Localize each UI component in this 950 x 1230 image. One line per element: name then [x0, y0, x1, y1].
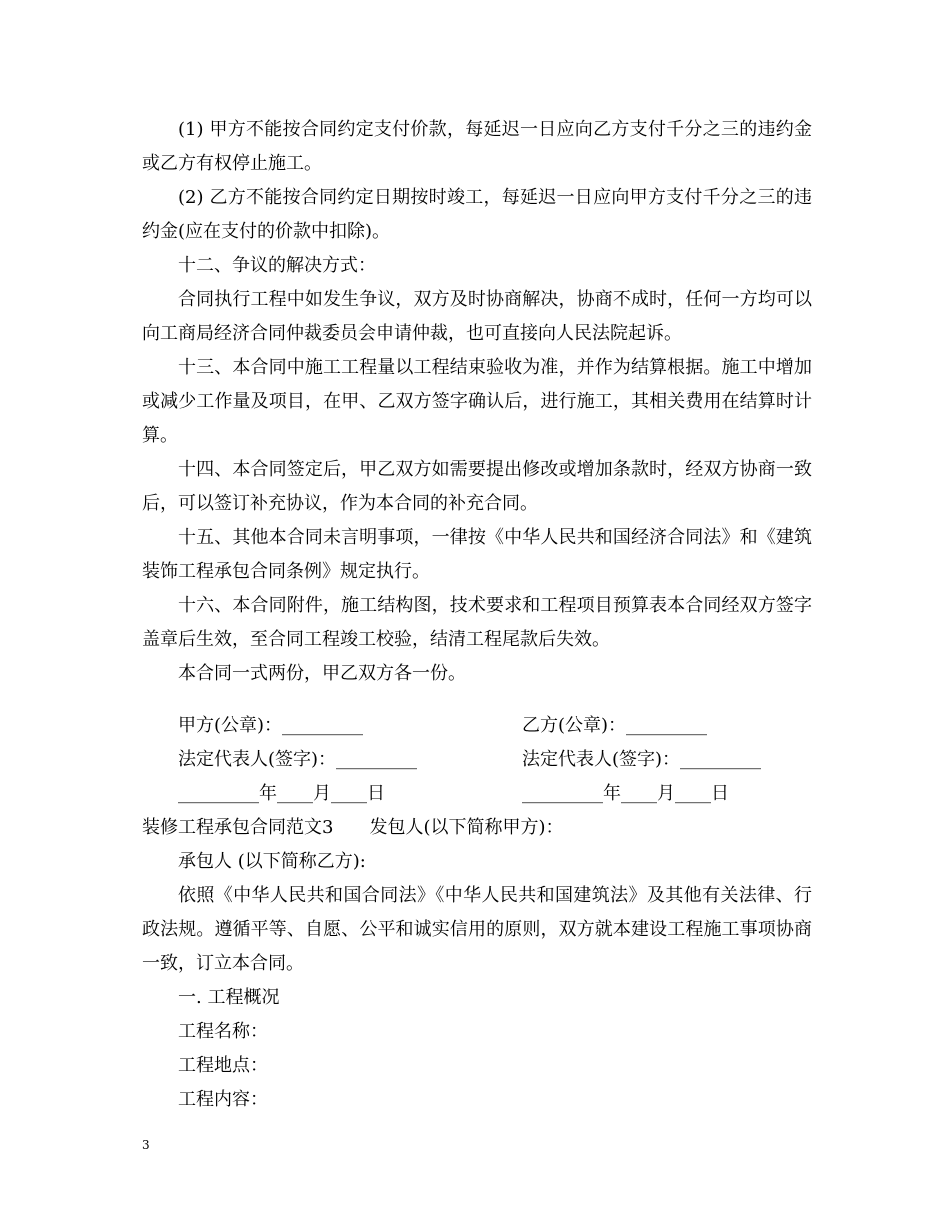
clause-15: 十五、其他本合同未言明事项，一律按《中华人民共和国经济合同法》和《建筑装饰工程承包合同条例》规定执行。 [142, 527, 812, 582]
clause-12-title: 十二、争议的解决方式： [178, 255, 376, 276]
project-location-field: 工程地点： [178, 1055, 268, 1076]
project-content-field: 工程内容： [178, 1089, 268, 1110]
contract-body [142, 113, 812, 691]
party-b-date: _________年____月____日 [522, 783, 729, 804]
clause-14: 十四、本合同签定后，甲乙双方如需要提出修改或增加条款时，经双方协商一致后，可以签订补充协议，作为本合同的补充合同。 [142, 459, 812, 514]
clause-12-text: 合同执行工程中如发生争议，双方及时协商解决，协商不成时，任何一方均可以向工商局经济合同仲裁委员会申请仲裁，也可直接向人民法院起诉。 [142, 289, 812, 344]
party-a-representative: 法定代表人(签字)：_________ [178, 749, 418, 770]
basis-paragraph: 依照《中华人民共和国合同法》《中华人民共和国建筑法》及其他有关法律、行政法规。遵循平等、自愿、公平和诚实信用的原则，双方就本建设工程施工事项协商一致，订立本合同。 [142, 885, 812, 974]
section3-body [142, 845, 812, 1117]
clause-13: 十三、本合同中施工工程量以工程结束验收为准，并作为结算根据。施工中增加或减少工作量及项目，在甲、乙双方签字确认后，进行施工，其相关费用在结算时计算。 [142, 357, 812, 446]
copies-clause: 本合同一式两份，甲乙双方各一份。 [178, 663, 466, 684]
contractor-line: 承包人 (以下简称乙方): [178, 851, 366, 872]
party-a-date: _________年____月____日 [178, 783, 385, 804]
page-number: 3 [142, 1138, 150, 1152]
party-a-seal: 甲方(公章)：_________ [178, 715, 364, 736]
clause-16: 十六、本合同附件，施工结构图，技术要求和工程项目预算表本合同经双方签字盖章后生效，至合同工程竣工校验，结清工程尾款后失效。 [142, 595, 812, 650]
clause-penalty-2: (2) 乙方不能按合同约定日期按时竣工，每延迟一日应向甲方支付千分之三的违约金(应在支付的价款中扣除)。 [142, 187, 812, 242]
project-name-field: 工程名称： [178, 1021, 268, 1042]
party-b-representative: 法定代表人(签字)：_________ [522, 749, 762, 770]
party-b-seal: 乙方(公章)：_________ [522, 715, 708, 736]
section-heading: 装修工程承包合同范文3 发包人(以下简称甲方)： [142, 817, 564, 838]
clause-penalty-1: (1) 甲方不能按合同约定支付价款，每延迟一日应向乙方支付千分之三的违约金或乙方有权停止施工。 [142, 119, 812, 174]
overview-title: 一. 工程概况 [178, 987, 280, 1008]
